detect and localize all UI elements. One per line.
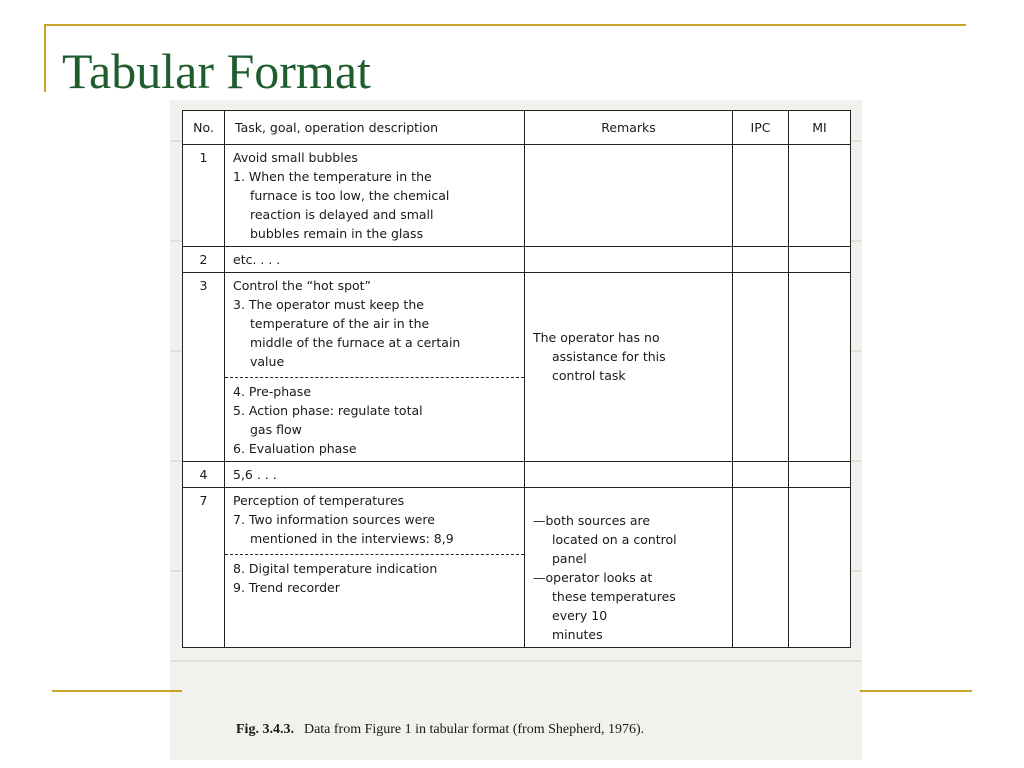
remarks-text — [533, 276, 724, 385]
slide-title: Tabular Format — [62, 43, 371, 99]
remarks-line: panel — [552, 551, 587, 566]
ipc-cell — [733, 462, 789, 488]
table-row — [183, 247, 851, 273]
task-line: 3. The operator must keep the — [233, 297, 424, 312]
row-number: 4 — [183, 462, 225, 488]
task-cell — [225, 488, 525, 648]
task-cell — [225, 273, 525, 462]
task-title: 5,6 . . . — [233, 467, 277, 482]
ipc-cell — [733, 247, 789, 273]
remarks-line: The operator has no — [533, 330, 660, 345]
remarks-cell — [525, 145, 733, 247]
table-row — [183, 273, 851, 462]
row-number: 2 — [183, 247, 225, 273]
task-line: 6. Evaluation phase — [233, 441, 357, 456]
ipc-cell — [733, 145, 789, 247]
task-cell — [225, 462, 525, 488]
task-title: Avoid small bubbles — [233, 150, 358, 165]
header-task: Task, goal, operation description — [225, 111, 525, 145]
task-cell — [225, 247, 525, 273]
task-line: middle of the furnace at a certain — [250, 335, 461, 350]
header-no: No. — [183, 111, 225, 145]
header-ipc: IPC — [733, 111, 789, 145]
row-number: 7 — [183, 488, 225, 648]
task-line: 7. Two information sources were — [233, 512, 435, 527]
task-line: 1. When the temperature in the — [233, 169, 432, 184]
table-header-row — [183, 111, 851, 145]
task-title: etc. . . . — [233, 252, 281, 267]
remarks-line: —both sources are — [533, 513, 651, 528]
mi-cell — [789, 462, 851, 488]
table-row — [183, 488, 851, 648]
task-title: Perception of temperatures — [233, 493, 405, 508]
table-row — [183, 145, 851, 247]
task-line: gas flow — [250, 422, 302, 437]
task-line: mentioned in the interviews: 8,9 — [250, 531, 454, 546]
figure-caption-text: Data from Figure 1 in tabular format (from Shepherd, 1976). — [303, 722, 645, 737]
mi-cell — [789, 145, 851, 247]
header-mi: MI — [789, 111, 851, 145]
task-line: furnace is too low, the chemical — [250, 188, 450, 203]
ipc-cell — [733, 488, 789, 648]
mi-cell — [789, 273, 851, 462]
dashed-separator — [225, 377, 524, 378]
task-line: 5. Action phase: regulate total — [233, 403, 423, 418]
header-remarks: Remarks — [525, 111, 733, 145]
task-line: reaction is delayed and small — [250, 207, 434, 222]
left-rule — [44, 24, 46, 92]
remarks-line: minutes — [552, 627, 603, 642]
bottom-rule-right — [860, 690, 972, 692]
task-cell — [225, 145, 525, 247]
remarks-cell — [525, 247, 733, 273]
remarks-cell — [525, 462, 733, 488]
remarks-line: control task — [552, 368, 626, 383]
figure-number: Fig. 3.4.3. — [236, 722, 294, 737]
task-line: bubbles remain in the glass — [250, 226, 424, 241]
remarks-text — [533, 491, 724, 644]
task-line: temperature of the air in the — [250, 316, 430, 331]
task-title: Control the “hot spot” — [233, 278, 372, 293]
row-number: 3 — [183, 273, 225, 462]
remarks-cell — [525, 273, 733, 462]
mi-cell — [789, 488, 851, 648]
mi-cell — [789, 247, 851, 273]
remarks-line: —operator looks at — [533, 570, 653, 585]
bleed-through-line — [170, 660, 862, 662]
ipc-cell — [733, 273, 789, 462]
remarks-line: these temperatures — [552, 589, 676, 604]
task-line: value — [250, 354, 285, 369]
dashed-separator — [225, 554, 524, 555]
remarks-cell — [525, 488, 733, 648]
remarks-line: assistance for this — [552, 349, 666, 364]
bottom-rule-left — [52, 690, 182, 692]
task-analysis-table — [182, 110, 851, 648]
remarks-line: located on a control — [552, 532, 677, 547]
task-line: 4. Pre-phase — [233, 384, 312, 399]
task-line: 8. Digital temperature indication — [233, 561, 438, 576]
remarks-line: every 10 — [552, 608, 608, 623]
table-row — [183, 462, 851, 488]
task-line: 9. Trend recorder — [233, 580, 340, 595]
top-rule — [44, 24, 966, 26]
row-number: 1 — [183, 145, 225, 247]
figure-caption — [236, 722, 644, 738]
